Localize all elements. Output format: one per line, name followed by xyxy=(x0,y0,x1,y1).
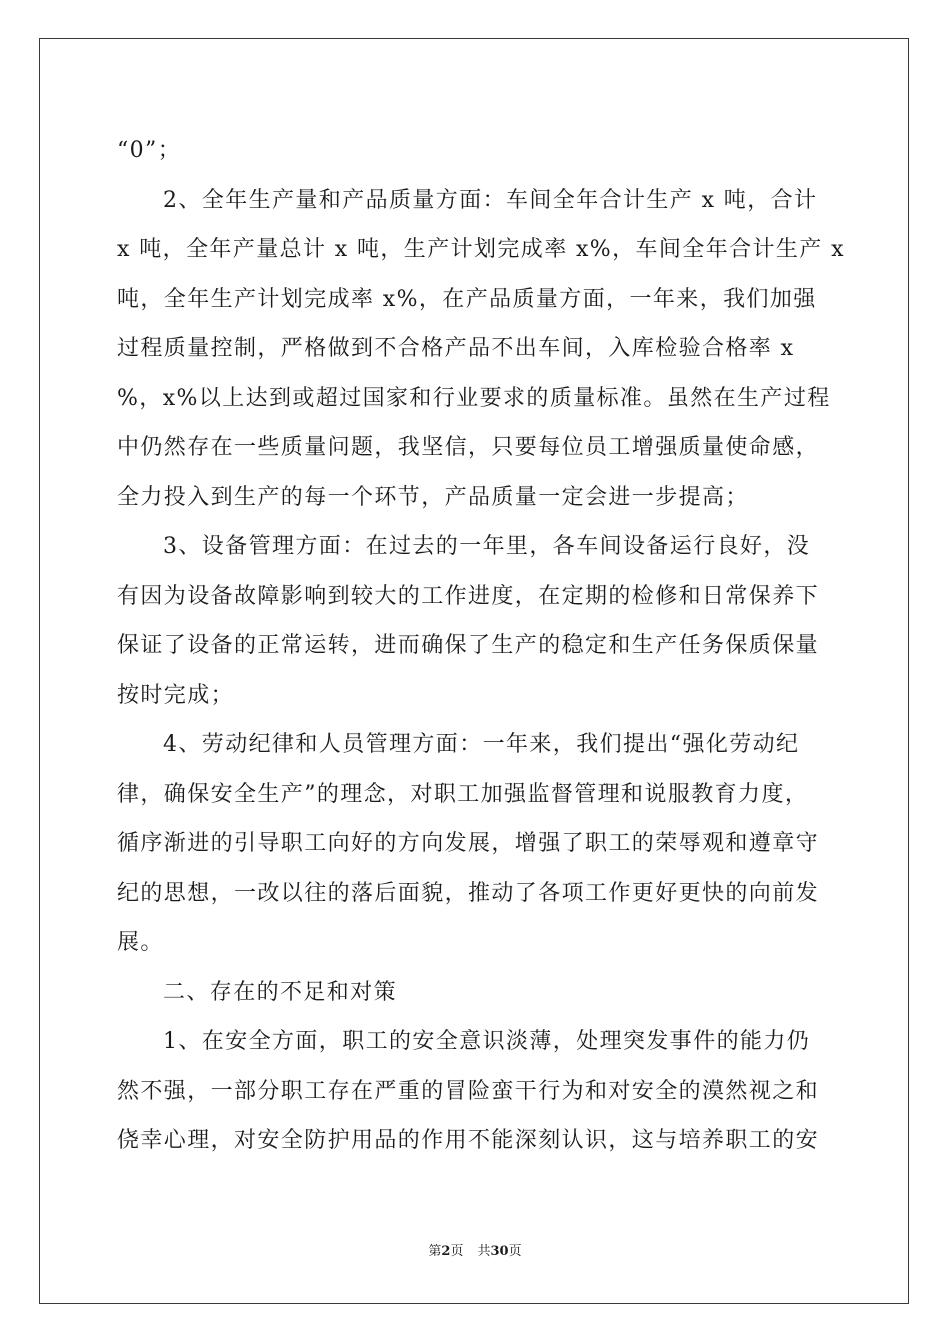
text-line: 律，确保安全生产”的理念，对职工加强监督管理和说服教育力度， xyxy=(117,781,809,807)
paragraph-line: 3、设备管理方面：在过去的一年里，各车间设备运行良好，没 xyxy=(163,534,811,559)
text-line: 然不强，一部分职工存在严重的冒险蛮干行为和对安全的漠然视之和 xyxy=(117,1078,820,1104)
text-line: 保证了设备的正常运转，进而确保了生产的稳定和生产任务保质保量 xyxy=(117,633,820,658)
text-line: 中仍然存在一些质量问题，我坚信，只要每位员工增强质量使命感， xyxy=(117,435,820,460)
paragraph-line: 2、全年生产量和产品质量方面：车间全年合计生产 x 吨，合计 xyxy=(163,187,818,213)
text-line: 侥幸心理，对安全防护用品的作用不能深刻认识，这与培养职工的安 xyxy=(117,1128,820,1153)
text-line: 吨，全年生产计划完成率 x%，在产品质量方面，一年来，我们加强 xyxy=(117,286,817,312)
page-suffix: 页 xyxy=(450,1244,464,1259)
text-line: 循序渐进的引导职工向好的方向发展，增强了职工的荣辱观和遵章守 xyxy=(117,831,820,856)
text-line: 全力投入到生产的每一个环节，产品质量一定会进一步提高； xyxy=(117,484,749,510)
text-line: 过程质量控制，严格做到不合格产品不出车间，入库检验合格率 x xyxy=(117,336,795,361)
total-prefix: 共 xyxy=(477,1244,491,1259)
text-line: “0”； xyxy=(117,138,182,163)
total-suffix: 页 xyxy=(508,1244,522,1259)
paragraph-line: 1、在安全方面，职工的安全意识淡薄，处理突发事件的能力仍 xyxy=(163,1029,811,1054)
text-line: x 吨，全年产量总计 x 吨，生产计划完成率 x%，车间全年合计生产 x xyxy=(117,237,845,262)
page-prefix: 第 xyxy=(428,1244,442,1259)
section-heading: 二、存在的不足和对策 xyxy=(163,979,398,1005)
text-line: 展。 xyxy=(117,930,164,955)
text-line: 有因为设备故障影响到较大的工作进度，在定期的检修和日常保养下 xyxy=(117,583,820,609)
page-footer xyxy=(0,1240,950,1259)
text-line: 纪的思想，一改以往的落后面貌，推动了各项工作更好更快的向前发 xyxy=(117,880,820,906)
paragraph-line: 4、劳动纪律和人员管理方面：一年来，我们提出“强化劳动纪 xyxy=(163,732,800,757)
text-line: 按时完成； xyxy=(117,682,235,708)
total-pages: 30 xyxy=(490,1244,509,1259)
page-number: 2 xyxy=(441,1244,451,1259)
document-body xyxy=(117,126,845,1166)
text-line: %，x%以上达到或超过国家和行业要求的质量标准。虽然在生产过程 xyxy=(117,385,831,411)
